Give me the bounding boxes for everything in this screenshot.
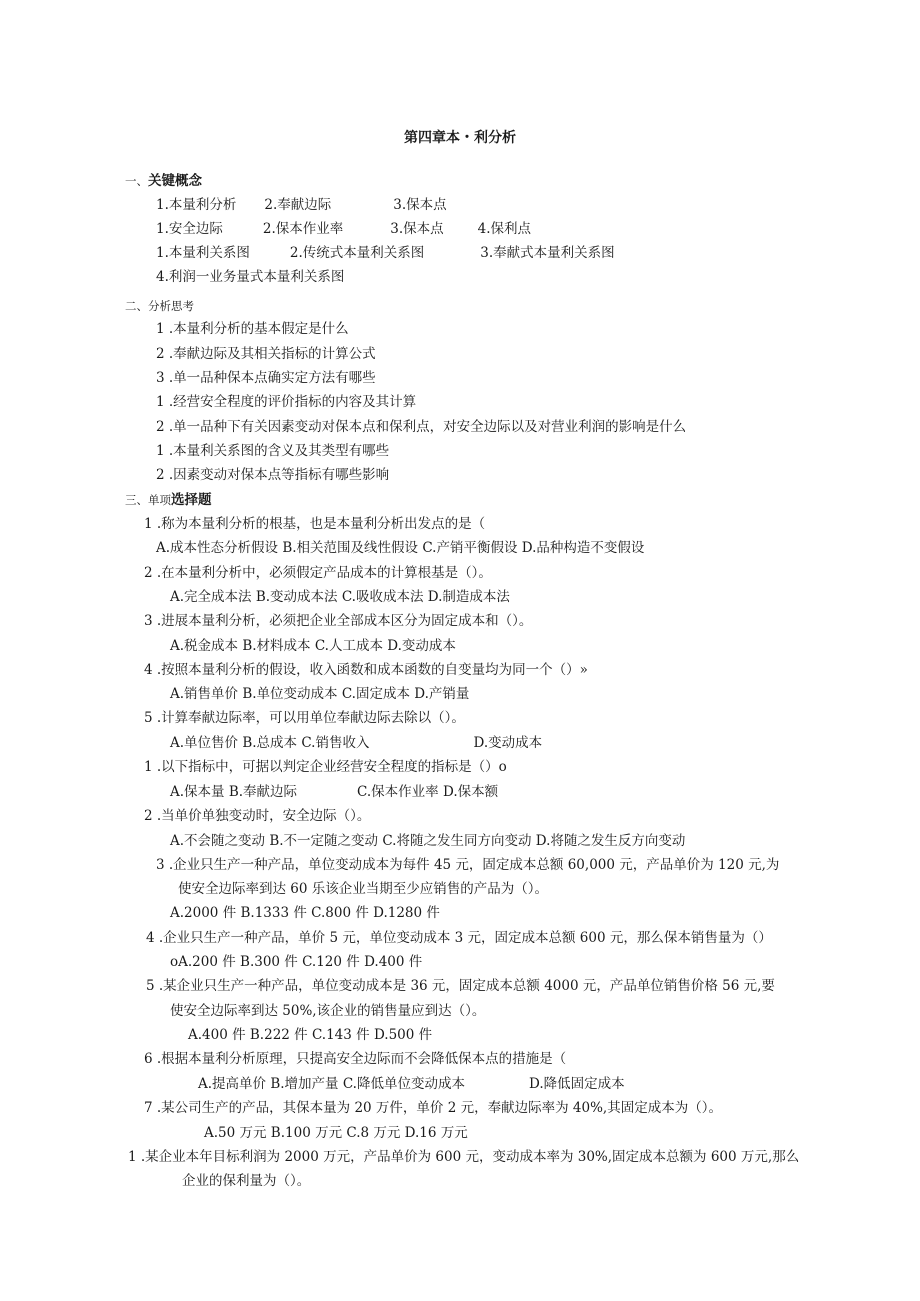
concept-item: 1.安全边际 [156,221,223,237]
option-group: A.提高单价 B.增加产量 C.降低单位变动成本 [198,1076,465,1092]
question: 4 .企业只生产一种产品，单价 5 元，单位变动成本 3 元，固定成本总额 600 元，那么保本销售量为（） [146,930,772,946]
thinking-item: 2 .奉献边际及其相关指标的计算公式 [156,346,376,362]
question-continuation: 使安全边际率到达 50%,该企业的销售量应到达（）。 [170,1003,486,1019]
question-continuation: 企业的保利量为（）。 [182,1173,311,1189]
concept-item: 1.本量利分析 [156,197,237,213]
section-heading-thinking: 二、分析思考 [125,299,194,313]
question-options: A.税金成本 B.材料成本 C.人工成本 D.变动成本 [170,638,456,654]
question: 3 .企业只生产一种产品，单位变动成本为每件 45 元，固定成本总额 60,000 元，产品单价为 120 元,为 [156,857,780,873]
concept-item: 2.保本作业率 [262,221,344,237]
question: 5 .某企业只生产一种产品，单位变动成本是 36 元，固定成本总额 4000 元，产品单位销售价格 56 元,要 [146,978,775,994]
question-options: A.400 件 B.222 件 C.143 件 D.500 件 [188,1027,433,1043]
section-heading-concepts [125,172,202,190]
concept-item: 2.奉献边际 [264,197,332,213]
question-options [170,734,542,752]
question-options: oA.200 件 B.300 件 C.120 件 D.400 件 [170,954,423,970]
option-group: D.变动成本 [473,735,543,751]
question: 1 .某企业本年目标利润为 2000 万元，产品单价为 600 元，变动成本率为 30%,固定成本总额为 600 万元,那么 [128,1149,800,1165]
section-label: 关键概念 [148,173,202,189]
question: 5 .计算奉献边际率，可以用单位奉献边际去除以（）。 [144,710,465,726]
thinking-item: 3 .单一品种保本点确实定方法有哪些 [156,370,376,386]
concept-item: 4.利润一业务量式本量利关系图 [156,269,345,285]
question: 1 .以下指标中，可据以判定企业经营安全程度的指标是（）o [144,759,507,775]
section-label: 选择题 [171,492,212,508]
option-group: C.保本作业率 D.保本额 [357,784,499,800]
thinking-item: 2 .单一品种下有关因素变动对保本点和保利点，对安全边际以及对营业利润的影响是什么 [156,419,687,435]
concept-row [156,220,531,238]
question: 2 .当单价单独变动时，安全边际（）。 [144,808,371,824]
section-prefix: 一、 [125,174,148,188]
question-options: A.销售单价 B.单位变动成本 C.固定成本 D.产销量 [170,686,470,702]
concept-row [156,244,615,262]
option-group: A.单位售价 B.总成本 C.销售收入 [170,735,370,751]
concept-item: 2.传统式本量利关系图 [289,245,425,261]
question: 4 .按照本量利分析的假设，收入函数和成本函数的自变量均为同一个（）» [144,662,588,678]
concept-item: 3.保本点 [390,221,444,237]
option-group: D.降低固定成本 [528,1076,625,1092]
question-options: A.完全成本法 B.变动成本法 C.吸收成本法 D.制造成本法 [170,589,510,605]
question: 6 .根据本量利分析原理，只提高安全边际而不会降低保本点的措施是（ [144,1051,567,1067]
thinking-item: 1 .经营安全程度的评价指标的内容及其计算 [156,394,417,410]
question: 2 .在本量利分析中，必须假定产品成本的计算根基是（）。 [144,565,492,581]
concept-item: 3.保本点 [393,197,447,213]
page-title: 第四章本・利分析 [404,130,516,146]
option-group: A.保本量 B.奉献边际 [170,784,298,800]
concept-row [156,268,344,286]
question-options: A.50 万元 B.100 万元 C.8 万元 D.16 万元 [204,1125,468,1141]
concept-row [156,196,447,214]
question-options: A.成本性态分析假设 B.相关范围及线性假设 C.产销平衡假设 D.品种构造不变假设 [156,540,645,556]
section-heading-choice [125,491,212,509]
question-options: A.2000 件 B.1333 件 C.800 件 D.1280 件 [170,905,440,921]
concept-item: 4.保利点 [477,221,532,237]
question-continuation: 使安全边际率到达 60 乐该企业当期至少应销售的产品为（）。 [178,881,549,897]
concept-item: 1.本量利关系图 [156,245,250,261]
thinking-item: 1 .本量利分析的基本假定是什么 [156,321,349,337]
thinking-item: 1 .本量利关系图的含义及其类型有哪些 [156,443,390,459]
question: 7 .某公司生产的产品，其保本量为 20 万件，单价 2 元，奉献边际率为 40%,其固定成本为（）。 [144,1100,722,1116]
section-prefix: 三、单项 [125,493,171,507]
question-options: A.不会随之变动 B.不一定随之变动 C.将随之发生同方向变动 D.将随之发生反方向变动 [170,833,686,849]
question: 1 .称为本量利分析的根基，也是本量利分析出发点的是（ [144,516,486,532]
thinking-item: 2 .因素变动对保本点等指标有哪些影响 [156,467,390,483]
concept-item: 3.奉献式本量利关系图 [480,245,615,261]
question: 3 .进展本量利分析，必须把企业全部成本区分为固定成本和（）。 [144,613,533,629]
question-options [198,1075,625,1093]
question-options [170,783,498,801]
